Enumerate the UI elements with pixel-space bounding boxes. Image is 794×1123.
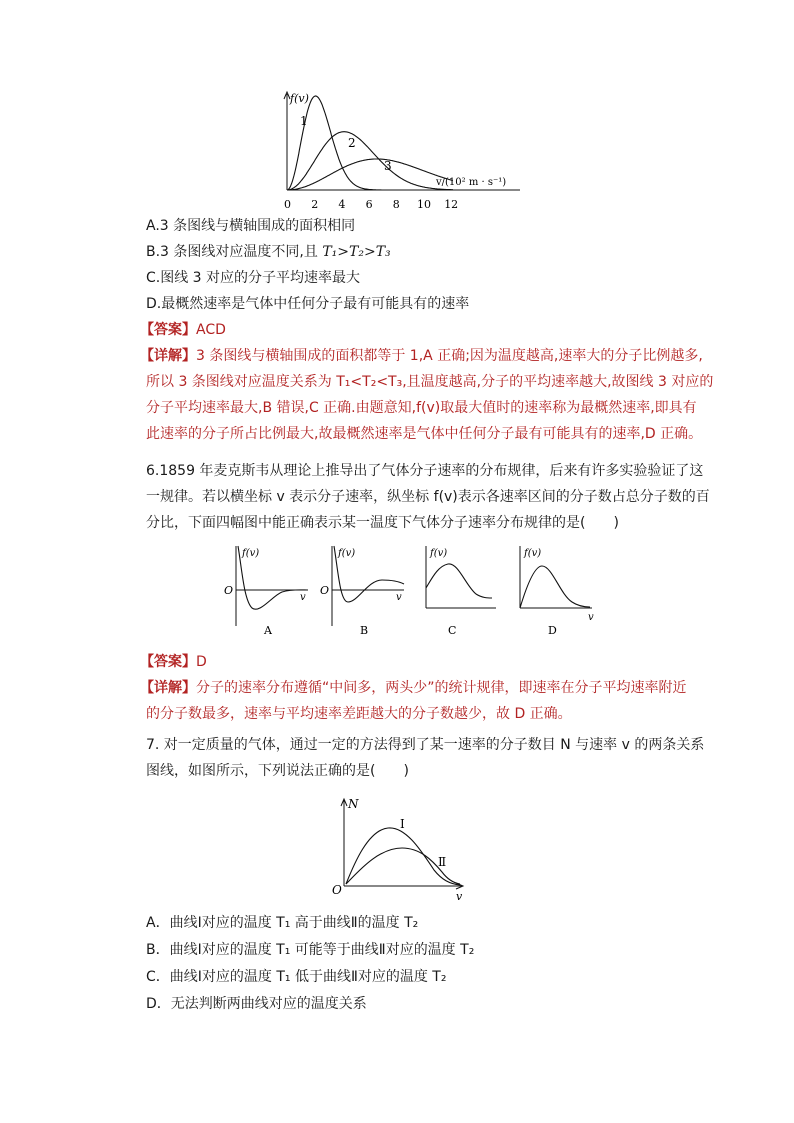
x-tick-label: 0: [284, 198, 291, 211]
svg-text:v: v: [588, 612, 594, 623]
svg-text:f(v): f(v): [242, 548, 260, 559]
curve-3: [287, 159, 453, 190]
q5-detail-line-4: 此速率的分子所占比例最大,故最概然速率是气体中任何分子最有可能具有的速率,D 正确。: [146, 426, 703, 442]
q6-stem-line-1: 6.1859 年麦克斯韦从理论上推导出了气体分子速率的分布规律，后来有许多实验验证了这: [146, 463, 704, 479]
q7-option-b: B．曲线Ⅰ对应的温度 T₁ 可能等于曲线Ⅱ对应的温度 T₂: [146, 942, 475, 958]
svg-text:f(v): f(v): [524, 548, 542, 559]
q6-answer: 【答案】D: [140, 654, 207, 670]
q7-stem-line-2: 图线，如图所示，下列说法正确的是( ): [146, 763, 409, 779]
q7-option-d: D．无法判断两曲线对应的温度关系: [146, 996, 367, 1012]
svg-text:O: O: [224, 584, 234, 597]
q6-detail-line-1: 【详解】分子的速率分布遵循“中间多，两头少”的统计规律，即速率在分子平均速率附近: [140, 680, 687, 696]
q6-graph-a: [224, 546, 308, 637]
q6-graph-d: [520, 546, 594, 637]
q6-stem-line-2: 一规律。若以横坐标 v 表示分子速率，纵坐标 f(v)表示各速率区间的分子数占总分子数的百: [146, 489, 710, 505]
q5-option-d: D.最概然速率是气体中任何分子最有可能具有的速率: [146, 296, 470, 312]
svg-text:O: O: [320, 584, 330, 597]
q5-option-c: C.图线 3 对应的分子平均速率最大: [146, 270, 361, 286]
svg-text:v: v: [300, 592, 306, 603]
x-tick-label: 8: [392, 198, 400, 211]
q5-answer: 【答案】ACD: [140, 322, 226, 338]
q5-detail-line-2: 所以 3 条图线对应温度关系为 T₁<T₂<T₃,且温度越高,分子的平均速率越大,故图线 3 对应的: [146, 374, 714, 390]
q6-graph-c: [426, 546, 496, 637]
svg-text:v: v: [456, 890, 463, 903]
curve-1: [287, 96, 453, 190]
svg-text:O: O: [332, 883, 342, 897]
q5-option-b-math: T₁>T₂>T₃: [322, 244, 391, 260]
svg-text:N: N: [348, 797, 359, 811]
svg-text:f(v): f(v): [338, 548, 356, 559]
x-tick-label: 4: [338, 198, 346, 211]
q7-stem-line-1: 7. 对一定质量的气体，通过一定的方法得到了某一速率的分子数目 N 与速率 v 的两条关系: [146, 737, 705, 753]
q5-option-b: B.3 条图线对应温度不同,且 T₁>T₂>T₃: [146, 244, 391, 260]
q6-curve-c: [426, 564, 492, 598]
q6-stem-line-3: 分比，下面四幅图中能正确表示某一温度下气体分子速率分布规律的是( ): [146, 515, 619, 531]
q6-graph-label-c: C: [448, 624, 457, 637]
q5-option-a: A.3 条图线与横轴围成的面积相同: [146, 218, 356, 234]
q5-detail-line-3: 分子平均速率最大,B 错误,C 正确.由题意知,f(v)取最大值时的速率称为最概然速率,即具有: [146, 400, 697, 416]
q6-detail-line-2: 的分子数最多，速率与平均速率差距越大的分子数越少，故 D 正确。: [146, 706, 572, 722]
curve-label-2: 2: [348, 136, 356, 150]
q7-curve-label-2: Ⅱ: [438, 855, 447, 869]
q7-option-c: C．曲线Ⅰ对应的温度 T₁ 低于曲线Ⅱ对应的温度 T₂: [146, 969, 447, 985]
q6-graph-label-b: B: [360, 624, 369, 637]
x-tick-label: 10: [417, 198, 431, 211]
y-axis-label: f(v): [290, 92, 309, 105]
q7-graph: [330, 794, 470, 904]
curve-label-1: 1: [300, 114, 308, 128]
q7-option-a: A．曲线Ⅰ对应的温度 T₁ 高于曲线Ⅱ的温度 T₂: [146, 915, 419, 931]
x-tick-label: 12: [444, 198, 459, 211]
q6-graphs: [220, 540, 610, 645]
curve-2: [287, 132, 453, 190]
curve-label-3: 3: [384, 159, 392, 173]
x-axis-label: v/(10² m · s⁻¹): [436, 177, 507, 188]
svg-text:v: v: [396, 592, 402, 603]
q6-graph-label-a: A: [264, 624, 272, 637]
q6-graph-b: [320, 546, 404, 637]
x-tick-label: 6: [365, 198, 373, 211]
q7-curve-label-1: Ⅰ: [400, 817, 405, 831]
q5-detail-line-1: 【详解】3 条图线与横轴围成的面积都等于 1,A 正确;因为温度越高,速率大的分子比例越多,: [140, 348, 703, 364]
q6-curve-d: [520, 566, 590, 608]
x-tick-label: 2: [311, 198, 319, 211]
svg-text:f(v): f(v): [430, 548, 448, 559]
figure-speed-distribution: [270, 86, 530, 214]
q6-graph-label-d: D: [548, 624, 557, 637]
